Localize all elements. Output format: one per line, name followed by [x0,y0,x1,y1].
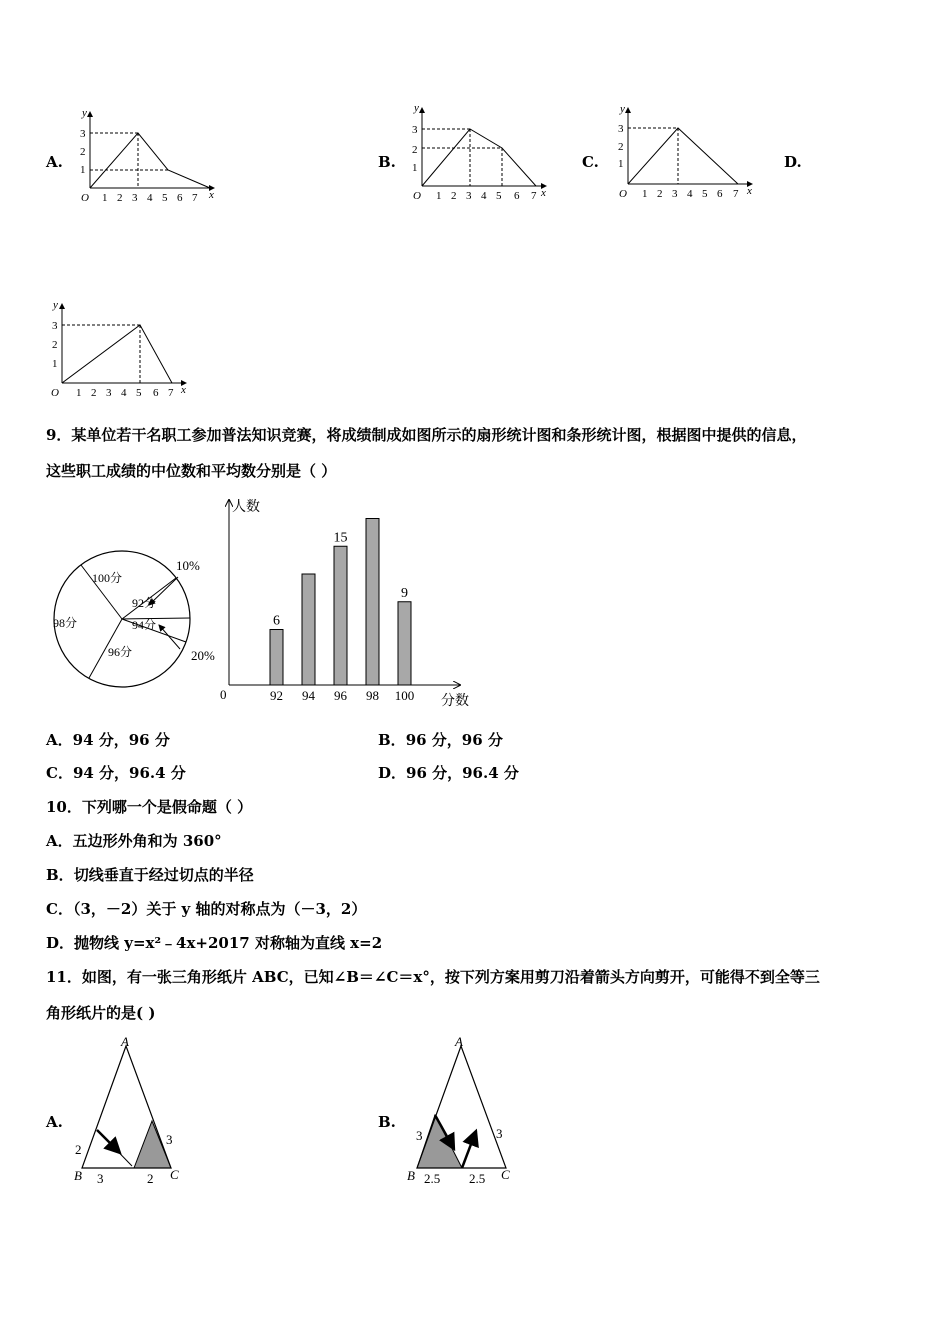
svg-text:1: 1 [642,188,648,200]
option-d-label: D. [784,153,802,171]
svg-text:A: A [455,1034,463,1049]
graph-option-c [610,98,760,205]
svg-text:3: 3 [412,124,418,136]
data-label-96: 15 [333,530,348,546]
svg-text:3: 3 [166,1132,173,1147]
svg-text:C: C [501,1167,510,1182]
pie-slice-96: 96分 [108,645,133,659]
q11-option-b-label[interactable]: B. [378,1113,396,1131]
svg-text:B: B [407,1168,415,1183]
svg-text:O: O [413,190,421,202]
svg-text:2: 2 [75,1142,82,1157]
graph-option-b [404,98,554,205]
svg-text:6: 6 [153,387,159,399]
q11-option-a-label[interactable]: A. [46,1113,63,1131]
callout-10-percent: 10% [176,558,200,573]
svg-text:y: y [620,103,625,115]
svg-text:1: 1 [80,164,86,176]
origin-label: 0 [220,687,227,702]
svg-text:1: 1 [618,158,624,170]
svg-text:6: 6 [514,190,520,202]
svg-text:1: 1 [102,192,108,204]
graph-option-d [40,296,195,401]
svg-text:O: O [81,192,89,204]
bar-chart [212,492,482,714]
q10-option-c[interactable]: C．（3，－2）关于 y 轴的对称点为（－3，2） [46,900,367,918]
bar-94 [302,574,315,685]
x-tick-94: 94 [302,688,315,703]
triangle-figure-b [402,1032,522,1192]
svg-text:1: 1 [52,358,58,370]
pie-slice-98: 98分 [53,616,78,630]
bar-92 [270,630,283,686]
callout-20-percent: 20% [191,648,215,663]
svg-text:3: 3 [106,387,112,399]
svg-text:2: 2 [147,1171,154,1186]
svg-text:4: 4 [687,188,693,200]
svg-text:4: 4 [481,190,487,202]
triangle-figure-a [70,1032,190,1192]
q9-option-b[interactable]: B．96 分，96 分 [378,731,503,749]
q10-stem: 10．下列哪一个是假命题（ ） [46,798,253,816]
svg-text:3: 3 [80,128,86,140]
svg-text:3: 3 [618,123,624,135]
x-tick-96: 96 [334,688,347,703]
svg-text:2: 2 [80,146,86,158]
svg-text:7: 7 [192,192,198,204]
svg-text:3: 3 [132,192,138,204]
data-label-100: 9 [401,585,408,601]
x-tick-100: 100 [394,688,415,703]
svg-text:2: 2 [451,190,457,202]
svg-text:y: y [53,299,58,311]
pie-slice-92: 92分 [132,596,157,610]
q10-option-a[interactable]: A．五边形外角和为 360° [46,832,222,850]
svg-text:y: y [414,102,419,114]
svg-text:3: 3 [416,1128,423,1143]
svg-text:5: 5 [136,387,142,399]
option-a-label: A. [46,153,63,171]
y-axis-label: 人数 [232,500,260,515]
svg-text:B: B [74,1168,82,1183]
graph-option-a [72,100,222,205]
q9-stem-line1: 9．某单位若干名职工参加普法知识竞赛，将成绩制成如图所示的扇形统计图和条形统计图，根据图中提供的信息， [46,426,807,444]
svg-text:A: A [121,1034,129,1049]
bar-96 [334,546,347,685]
x-tick-92: 92 [270,688,283,703]
svg-text:5: 5 [162,192,168,204]
svg-text:x: x [747,185,752,197]
svg-text:5: 5 [702,188,708,200]
svg-text:2: 2 [91,387,97,399]
svg-text:2: 2 [412,144,418,156]
svg-text:y: y [82,107,87,119]
q9-option-c[interactable]: C．94 分，96.4 分 [46,764,186,782]
svg-text:C: C [170,1167,179,1182]
option-c-label: C. [582,153,599,171]
svg-text:3: 3 [672,188,678,200]
svg-text:6: 6 [717,188,723,200]
q10-option-b[interactable]: B．切线垂直于经过切点的半径 [46,866,254,884]
svg-text:2.5: 2.5 [424,1171,441,1186]
svg-text:1: 1 [412,162,418,174]
svg-text:4: 4 [121,387,127,399]
bar-98 [366,519,379,686]
q9-stem-line2: 这些职工成绩的中位数和平均数分别是（ ） [46,462,337,480]
svg-text:x: x [209,189,214,201]
svg-text:5: 5 [496,190,502,202]
svg-text:3: 3 [496,1126,503,1141]
svg-text:O: O [51,387,59,399]
svg-text:6: 6 [177,192,183,204]
svg-text:x: x [541,187,546,199]
svg-text:2.5: 2.5 [469,1171,486,1186]
x-axis-label: 分数 [441,694,469,709]
svg-text:3: 3 [466,190,472,202]
svg-text:7: 7 [168,387,174,399]
pie-chart [40,545,230,695]
svg-text:3: 3 [97,1171,104,1186]
svg-text:3: 3 [52,320,58,332]
q9-option-a[interactable]: A．94 分，96 分 [46,731,170,749]
svg-text:1: 1 [436,190,442,202]
svg-text:4: 4 [147,192,153,204]
q11-stem-line2: 角形纸片的是( ) [46,1004,156,1022]
svg-text:2: 2 [52,339,58,351]
data-label-92: 6 [273,613,280,629]
option-b-label: B. [378,153,396,171]
pie-slice-100: 100分 [92,571,123,585]
q10-option-d[interactable]: D．抛物线 y=x²﹣4x+2017 对称轴为直线 x=2 [46,934,383,952]
svg-text:7: 7 [531,190,537,202]
svg-text:x: x [181,384,186,396]
svg-text:2: 2 [657,188,663,200]
pie-slice-94: 94分 [132,618,157,632]
svg-text:O: O [619,188,627,200]
svg-text:7: 7 [733,188,739,200]
svg-text:1: 1 [76,387,82,399]
q11-stem-line1: 11．如图，有一张三角形纸片 ABC，已知∠B＝∠C＝x°，按下列方案用剪刀沿着箭头方向剪开，可能得不到全等三 [46,968,820,986]
svg-text:2: 2 [618,141,624,153]
x-tick-98: 98 [366,688,379,703]
q9-option-d[interactable]: D．96 分，96.4 分 [378,764,519,782]
bar-100 [398,602,411,685]
svg-text:2: 2 [117,192,123,204]
